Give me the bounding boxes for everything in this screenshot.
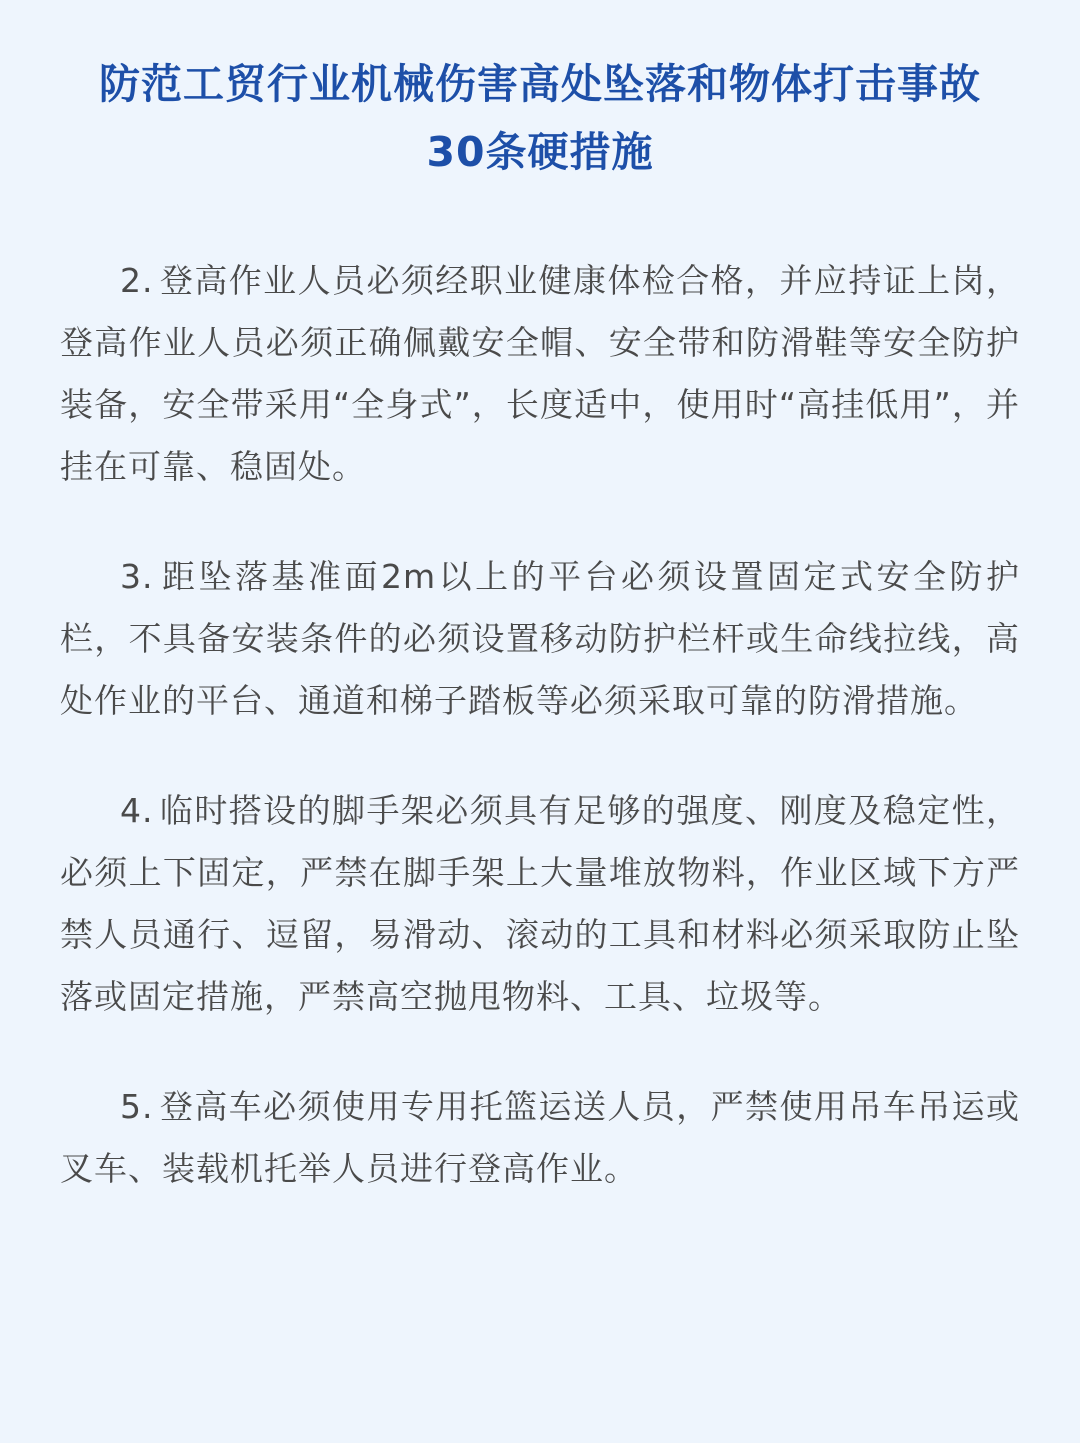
measure-item-4 bbox=[60, 780, 1020, 1028]
title-line-1: 防范工贸行业机械伤害高处坠落和物体打击事故 bbox=[99, 60, 981, 108]
measure-number: 5. bbox=[120, 1087, 154, 1126]
measure-item-2 bbox=[60, 250, 1020, 498]
measure-item-3 bbox=[60, 546, 1020, 732]
title-line-2: 30条硬措施 bbox=[426, 128, 654, 176]
measure-item-5 bbox=[60, 1076, 1020, 1200]
measure-number: 2. bbox=[120, 261, 154, 300]
measure-number: 3. bbox=[120, 557, 154, 596]
measure-number: 4. bbox=[120, 791, 154, 830]
measure-text: 登高车必须使用专用托篮运送人员，严禁使用吊车吊运或叉车、装载机托举人员进行登高作业。 bbox=[60, 1087, 1020, 1188]
measures-list bbox=[60, 250, 1020, 1200]
measure-text: 距坠落基准面2m以上的平台必须设置固定式安全防护栏，不具备安装条件的必须设置移动防护栏杆或生命线拉线，高处作业的平台、通道和梯子踏板等必须采取可靠的防滑措施。 bbox=[60, 557, 1020, 720]
page-title bbox=[60, 50, 1020, 186]
measure-text: 临时搭设的脚手架必须具有足够的强度、刚度及稳定性，必须上下固定，严禁在脚手架上大量堆放物料，作业区域下方严禁人员通行、逗留，易滑动、滚动的工具和材料必须采取防止坠落或固定措施，严禁高空抛甩物料、工具、垃圾等。 bbox=[60, 791, 1020, 1016]
measure-text: 登高作业人员必须经职业健康体检合格，并应持证上岗，登高作业人员必须正确佩戴安全帽、安全带和防滑鞋等安全防护装备，安全带采用“全身式”，长度适中，使用时“高挂低用”，并挂在可靠、稳固处。 bbox=[60, 261, 1020, 486]
